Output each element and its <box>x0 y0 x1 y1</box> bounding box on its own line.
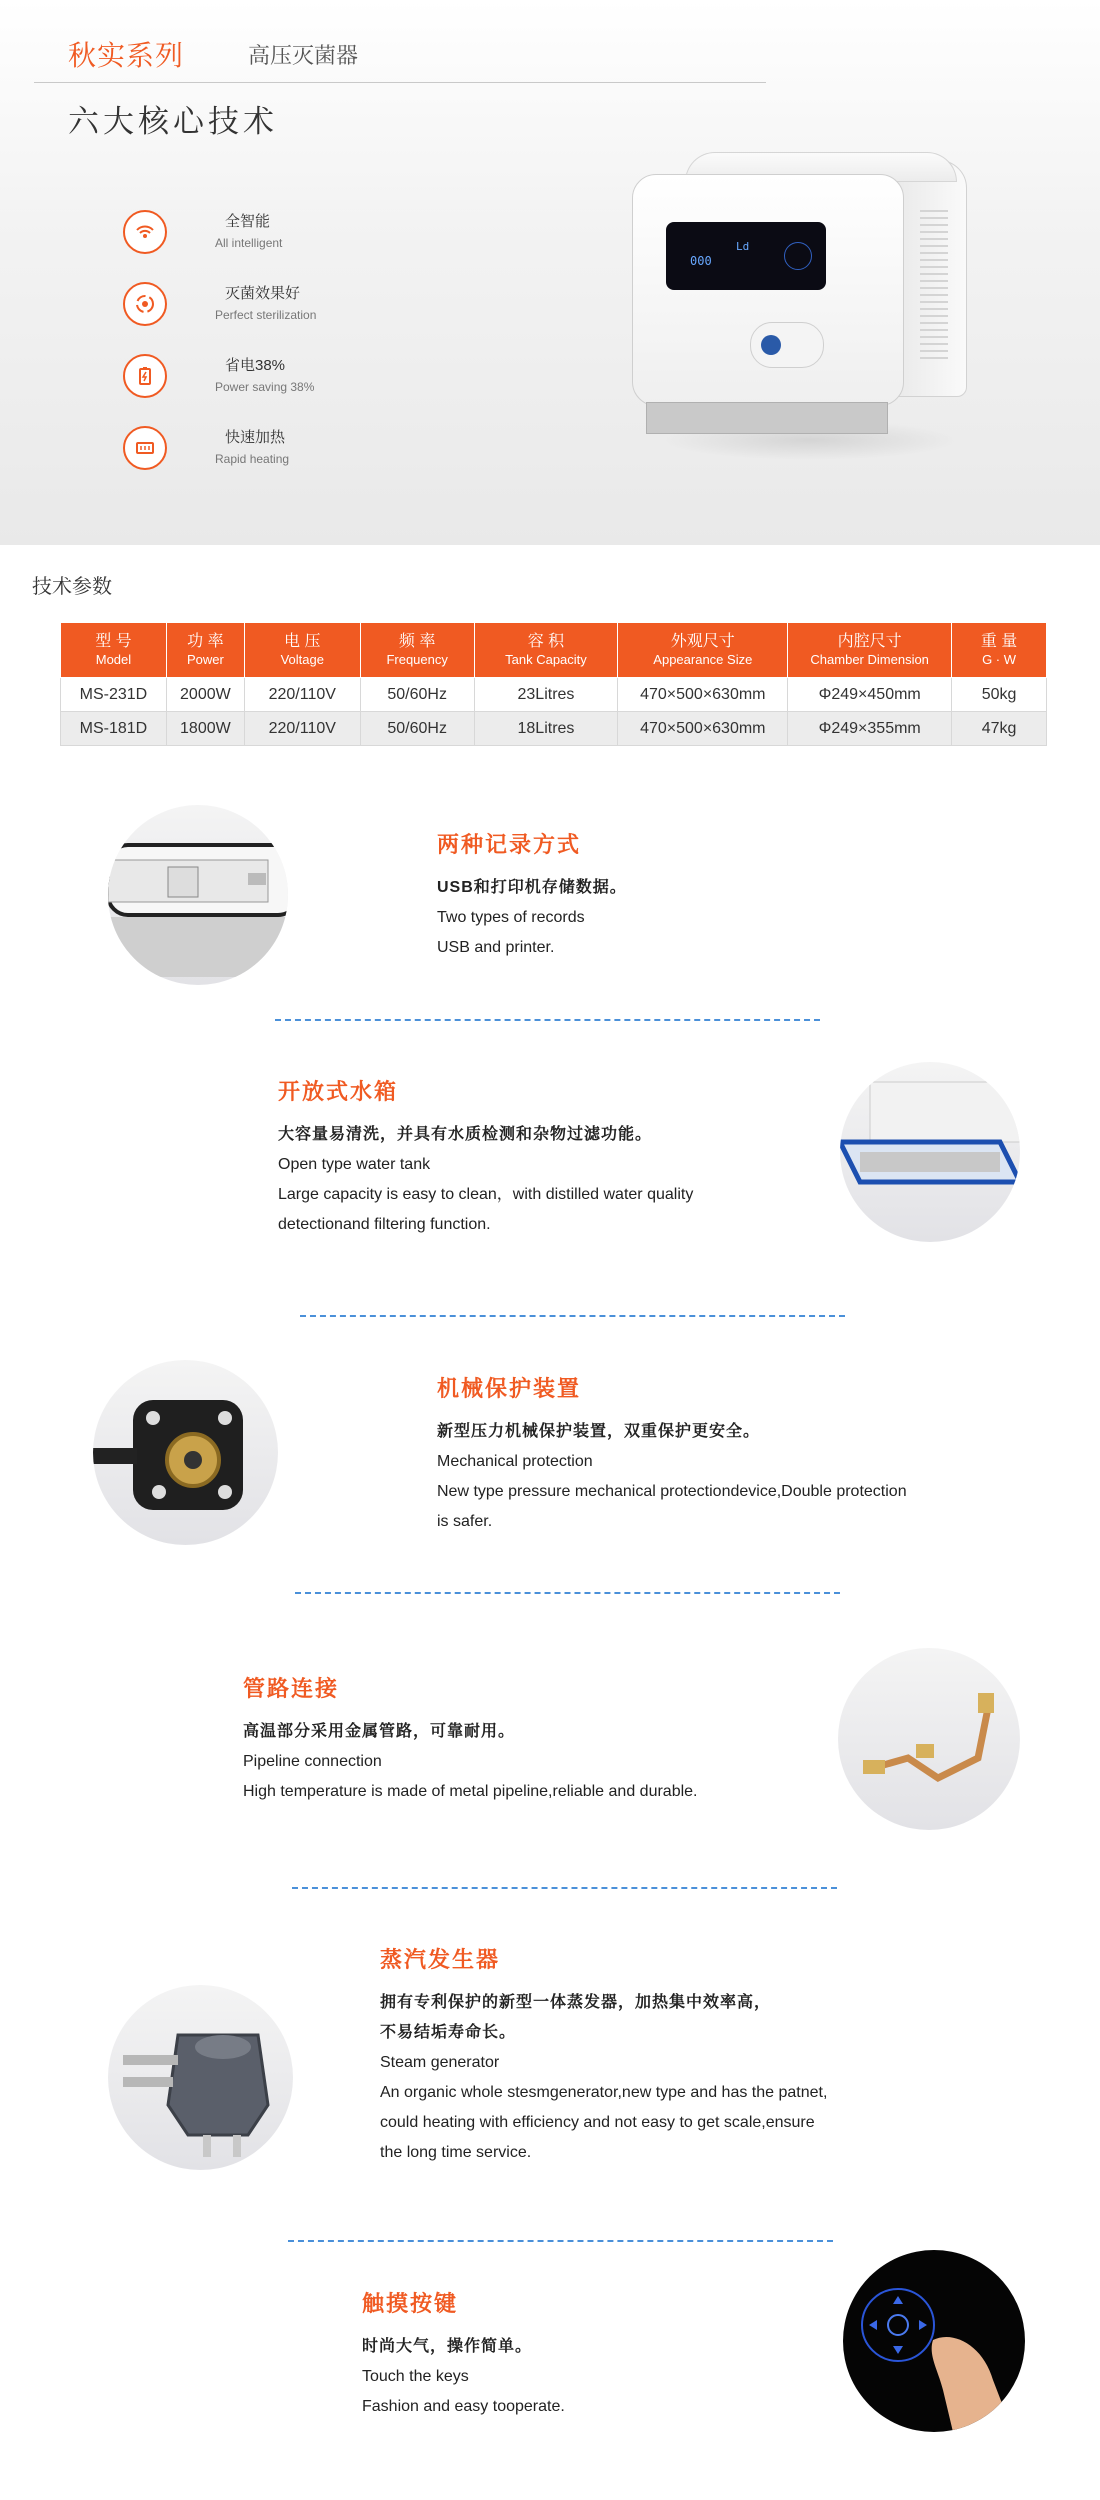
header-cell: 容 积 Tank Capacity <box>474 623 618 678</box>
water-tank-image <box>840 1062 1020 1242</box>
product-name: 高压灭菌器 <box>248 43 359 68</box>
section-text: Two types of records <box>437 909 585 926</box>
section-text: 大容量易清洗，并具有水质检测和杂物过滤功能。 <box>278 1126 653 1143</box>
section-title: 触摸按键 <box>362 2291 459 2316</box>
feature-section-mechanical <box>437 1372 907 1537</box>
brand-name: 秋实系列 <box>68 40 185 71</box>
feature-section-pipeline <box>243 1672 697 1807</box>
feature-section-water-tank <box>278 1075 693 1240</box>
steam-generator-image <box>108 1985 293 2170</box>
feature-section-steam-generator <box>380 1943 827 2168</box>
table-cell: 470×500×630mm <box>618 678 788 712</box>
section-text: Fashion and easy tooperate. <box>362 2398 565 2415</box>
hero-title: 六大核心技术 <box>68 104 278 139</box>
specs-table <box>60 622 1047 746</box>
table-cell: 470×500×630mm <box>618 712 788 746</box>
section-text: is safer. <box>437 1513 493 1530</box>
section-text: 时尚大气，操作简单。 <box>362 2338 533 2355</box>
section-text: 不易结垢寿命长。 <box>380 2024 517 2041</box>
specs-title: 技术参数 <box>32 576 112 598</box>
section-text: Pipeline connection <box>243 1753 382 1770</box>
section-divider <box>300 1315 845 1317</box>
section-title: 两种记录方式 <box>437 832 582 857</box>
section-text: 高温部分采用金属管路，可靠耐用。 <box>243 1723 516 1740</box>
section-text: USB和打印机存储数据。 <box>437 879 627 896</box>
table-cell: MS-231D <box>61 678 167 712</box>
section-text: Mechanical protection <box>437 1453 593 1470</box>
display-left: 000 <box>690 254 712 268</box>
door-latch <box>750 322 824 368</box>
section-text: High temperature is made of metal pipeline,reliable and durable. <box>243 1783 698 1800</box>
table-cell: Φ249×450mm <box>788 678 952 712</box>
section-title: 开放式水箱 <box>278 1079 399 1104</box>
table-cell: 23Litres <box>474 678 618 712</box>
control-panel <box>666 222 826 290</box>
header-cell: 型 号 Model <box>61 623 167 678</box>
hero-divider <box>34 82 766 83</box>
header-cell: 内腔尺寸 Chamber Dimension <box>788 623 952 678</box>
header-cell: 功 率 Power <box>166 623 244 678</box>
feature-en: Rapid heating <box>215 452 290 466</box>
table-header-row <box>61 623 1047 678</box>
section-text: 新型压力机械保护装置，双重保护更安全。 <box>437 1423 761 1440</box>
battery-icon <box>123 354 167 398</box>
feature-cn: 快速加热 <box>225 429 286 446</box>
header-cell: 外观尺寸 Appearance Size <box>618 623 788 678</box>
section-text: Open type water tank <box>278 1156 431 1173</box>
table-cell: 50/60Hz <box>360 712 474 746</box>
pipeline-image <box>838 1648 1020 1830</box>
feature-en: All intelligent <box>215 236 283 250</box>
hero-banner <box>0 0 1100 545</box>
display-right: Ld <box>736 240 750 253</box>
usb-printer-image <box>108 805 288 985</box>
section-divider <box>292 1887 837 1889</box>
feature-cn: 省电38% <box>225 357 286 374</box>
table-row <box>61 712 1047 746</box>
section-title: 管路连接 <box>243 1676 340 1701</box>
feature-cn: 全智能 <box>225 213 271 230</box>
section-title: 机械保护装置 <box>437 1376 582 1401</box>
pressure-valve-image <box>93 1360 278 1545</box>
table-cell: 2000W <box>166 678 244 712</box>
section-divider <box>295 1592 840 1594</box>
logo <box>761 335 781 355</box>
table-row <box>61 678 1047 712</box>
table-cell: Φ249×355mm <box>788 712 952 746</box>
header-cell: 重 量 G · W <box>952 623 1047 678</box>
section-title: 蒸汽发生器 <box>380 1947 501 1972</box>
feature-cn: 灭菌效果好 <box>225 285 301 302</box>
table-cell: 50/60Hz <box>360 678 474 712</box>
wifi-icon <box>123 210 167 254</box>
header-cell: 电 压 Voltage <box>244 623 360 678</box>
section-text: the long time service. <box>380 2144 532 2161</box>
section-text: Large capacity is easy to clean，with distilled water quality <box>278 1186 694 1203</box>
table-cell: 220/110V <box>244 678 360 712</box>
autoclave-product-image <box>630 150 980 470</box>
section-text: An organic whole stesmgenerator,new type and has the patnet, <box>380 2084 828 2101</box>
feature-section-records <box>437 828 627 963</box>
sterilization-icon <box>123 282 167 326</box>
section-text: detectionand filtering function. <box>278 1216 491 1233</box>
feature-en: Perfect sterilization <box>215 308 317 322</box>
table-cell: 220/110V <box>244 712 360 746</box>
feature-en: Power saving 38% <box>215 380 315 394</box>
table-cell: 1800W <box>166 712 244 746</box>
feature-section-touch-keys <box>362 2287 565 2422</box>
section-text: 拥有专利保护的新型一体蒸发器，加热集中效率高， <box>380 1994 772 2011</box>
table-cell: 18Litres <box>474 712 618 746</box>
section-divider <box>288 2240 833 2242</box>
table-cell: MS-181D <box>61 712 167 746</box>
header-cell: 频 率 Frequency <box>360 623 474 678</box>
section-text: could heating with efficiency and not easy to get scale,ensure <box>380 2114 815 2131</box>
section-text: Steam generator <box>380 2054 500 2071</box>
fan-icon <box>784 242 812 270</box>
touch-keys-image <box>843 2250 1025 2432</box>
section-text: USB and printer. <box>437 939 555 956</box>
section-text: Touch the keys <box>362 2368 469 2385</box>
section-text: New type pressure mechanical protectiondevice,Double protection <box>437 1483 907 1500</box>
table-cell: 50kg <box>952 678 1047 712</box>
heating-icon <box>123 426 167 470</box>
table-cell: 47kg <box>952 712 1047 746</box>
section-divider <box>275 1019 820 1021</box>
